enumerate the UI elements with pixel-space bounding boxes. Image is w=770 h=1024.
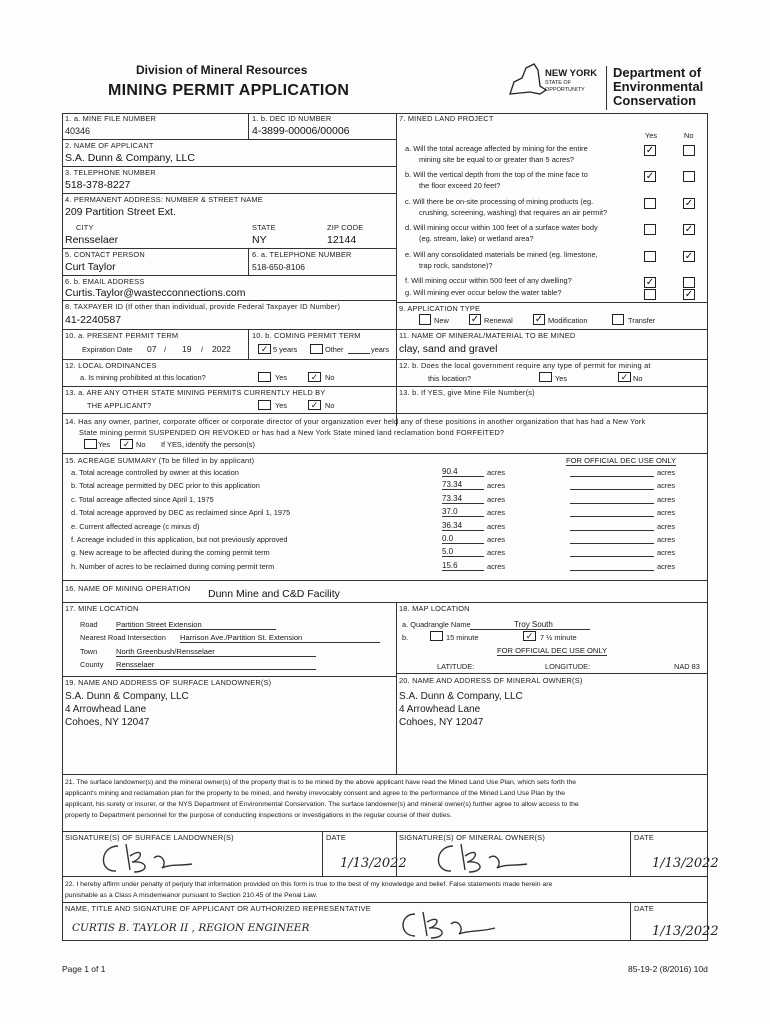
f6a-label: 6. a. TELEPHONE NUMBER bbox=[252, 250, 352, 259]
mineral-owner-name: S.A. Dunn & Company, LLC bbox=[399, 691, 523, 702]
acreage-row-5-value: 0.0 bbox=[442, 534, 484, 544]
f12b-no-checkbox[interactable]: ✓ bbox=[618, 372, 631, 382]
q14-yes-checkbox[interactable] bbox=[84, 439, 97, 449]
sig-date-label-2: DATE bbox=[634, 833, 654, 842]
acreage-row-7-unit: acres bbox=[487, 561, 506, 571]
app-transfer-checkbox[interactable] bbox=[612, 314, 624, 325]
telephone-number: 518-378-8227 bbox=[65, 179, 131, 191]
f1b-label: 1. b. DEC ID NUMBER bbox=[252, 114, 332, 123]
surface-owner-name: S.A. Dunn & Company, LLC bbox=[65, 691, 189, 702]
surface-sig-label: SIGNATURE(S) OF SURFACE LANDOWNER(S) bbox=[65, 833, 234, 842]
sig-date-1: 1/13/2022 bbox=[340, 856, 407, 871]
exp-month: 07 bbox=[147, 344, 157, 354]
mineral-owner-city: Cohoes, NY 12047 bbox=[399, 717, 484, 728]
applicant-name: S.A. Dunn & Company, LLC bbox=[65, 152, 195, 164]
q14-line3: If YES, identify the person(s) bbox=[161, 440, 255, 449]
acreage-row-4-label: e. Current affected acreage (c minus d) bbox=[71, 521, 200, 531]
q7-question-0-line1: a. Will the total acreage affected by mining for the entire bbox=[405, 144, 588, 153]
q7-question-2-line2: crushing, screening, washing) that requires an air permit? bbox=[419, 208, 608, 217]
town-label: Town bbox=[80, 647, 98, 656]
acreage-row-6-label: g. New acreage to be affected during the coming permit term bbox=[71, 548, 270, 558]
q7-question-3-line1: d. Will mining occur within 100 feet of a surface water body bbox=[405, 223, 598, 232]
intersection-value: Harrison Ave./Partition St. Extension bbox=[180, 633, 380, 643]
app-renewal-label: Renewal bbox=[484, 316, 513, 325]
latitude-label: LATITUDE: bbox=[437, 662, 475, 671]
app-new-label: New bbox=[434, 316, 449, 325]
acreage-row-6-value: 5.0 bbox=[442, 547, 484, 557]
official-acreage-field-4[interactable] bbox=[570, 530, 654, 531]
q7-1-yes-checkbox[interactable]: ✓ bbox=[645, 170, 655, 182]
f12a-question: a. Is mining prohibited at this location? bbox=[80, 373, 206, 382]
mineral-owner-street: 4 Arrowhead Lane bbox=[399, 704, 481, 715]
acreage-row-0-value: 90.4 bbox=[442, 467, 484, 477]
q7-0-yes-checkbox[interactable]: ✓ bbox=[645, 144, 655, 156]
acreage-row-4-unit: acres bbox=[487, 521, 506, 531]
no-header: No bbox=[684, 131, 694, 140]
county-label: County bbox=[80, 660, 104, 669]
f10b-label: 10. b. COMING PERMIT TERM bbox=[252, 331, 361, 340]
acreage-row-4-value: 36.34 bbox=[442, 521, 484, 531]
app-new-checkbox[interactable] bbox=[419, 314, 431, 325]
f13b-label: 13. b. If YES, give Mine File Number(s) bbox=[399, 388, 535, 397]
official-acreage-field-1[interactable] bbox=[570, 489, 654, 490]
nad-label: NAD 83 bbox=[674, 662, 700, 671]
q7-question-1-line2: the floor exceed 20 feet? bbox=[419, 181, 501, 190]
zip-value: 12144 bbox=[327, 234, 357, 246]
official-acreage-unit-7: acres bbox=[657, 561, 676, 571]
acreage-row-2-unit: acres bbox=[487, 494, 506, 504]
f8-label: 8. TAXPAYER ID (If other than individual, provide Federal Taxpayer ID Number) bbox=[65, 302, 341, 311]
official-acreage-field-5[interactable] bbox=[570, 543, 654, 544]
dept-line2: Environmental bbox=[613, 79, 704, 94]
acreage-row-2-label: c. Total acreage affected since April 1, 1975 bbox=[71, 494, 214, 504]
f12b-yes-label: Yes bbox=[555, 374, 568, 383]
sig-date-label-1: DATE bbox=[326, 833, 346, 842]
email-address: Curtis.Taylor@wastecconnections.com bbox=[65, 287, 246, 299]
county-value: Rensselaer bbox=[116, 660, 316, 670]
q15-official: FOR OFFICIAL DEC USE ONLY bbox=[566, 456, 677, 465]
q7-question-2-line1: c. Will there be on-site processing of mining products (eg. bbox=[405, 197, 594, 206]
q18-official: FOR OFFICIAL DEC USE ONLY bbox=[497, 646, 608, 655]
q7-question-0-line2: mining site be equal to or greater than 5 acres? bbox=[419, 155, 574, 164]
map-7.5min-checkbox[interactable]: ✓ bbox=[523, 631, 536, 641]
road-label: Road bbox=[80, 620, 98, 629]
f1a-label: 1. a. MINE FILE NUMBER bbox=[65, 114, 157, 123]
f4-label: 4. PERMANENT ADDRESS: NUMBER & STREET NAME bbox=[65, 195, 263, 204]
q7-6-yes-checkbox[interactable] bbox=[644, 289, 656, 300]
term-5yr-checkbox[interactable]: ✓ bbox=[258, 344, 271, 354]
acreage-row-1-unit: acres bbox=[487, 481, 506, 491]
division-name: Division of Mineral Resources bbox=[136, 63, 308, 77]
surface-owner-city: Cohoes, NY 12047 bbox=[65, 717, 150, 728]
q22-date-label: DATE bbox=[634, 904, 654, 913]
date-slash-2: / bbox=[201, 345, 204, 354]
q7-5-no-checkbox[interactable] bbox=[683, 277, 695, 288]
term-other-label: Other bbox=[325, 345, 344, 354]
q7-1-no-checkbox[interactable] bbox=[683, 171, 695, 182]
q14-no-checkbox[interactable]: ✓ bbox=[120, 439, 133, 449]
q7-question-4-line1: e. Will any consolidated materials be mined (eg. limestone, bbox=[405, 250, 598, 259]
q21-line3: applicant, his surety or insurer, or the NYS Department of Environmental Conservation. The surface landowner(s) and mineral owner(s) further agree to allow access to the bbox=[65, 801, 579, 808]
applicant-signature bbox=[395, 906, 505, 942]
longitude-label: LONGITUDE: bbox=[545, 662, 591, 671]
acreage-row-6-unit: acres bbox=[487, 548, 506, 558]
f12a-no-checkbox[interactable]: ✓ bbox=[308, 372, 321, 382]
mining-operation-name: Dunn Mine and C&D Facility bbox=[208, 588, 340, 600]
map-7.5min-label: 7 ½ minute bbox=[540, 633, 577, 642]
exp-year: 2022 bbox=[212, 344, 231, 354]
q14-yes-label: Yes bbox=[98, 440, 111, 449]
f6b-label: 6. b. EMAIL ADDRESS bbox=[65, 277, 145, 286]
official-acreage-field-0[interactable] bbox=[570, 476, 654, 477]
f13a-no-label: No bbox=[325, 401, 335, 410]
intersection-label: Nearest Road Intersection bbox=[80, 633, 166, 642]
official-acreage-unit-5: acres bbox=[657, 535, 676, 544]
quad-value: Troy South bbox=[470, 620, 590, 630]
dept-line1: Department of bbox=[613, 65, 702, 80]
q7-question-4-line2: trap rock, sandstone)? bbox=[419, 261, 493, 270]
f13a-question1: 13. a. ARE ANY OTHER STATE MINING PERMITS CURRENTLY HELD BY bbox=[65, 388, 326, 397]
acreage-row-5-label: f. Acreage included in this application, but not previously approved bbox=[71, 535, 288, 544]
f13a-no-checkbox[interactable]: ✓ bbox=[308, 400, 321, 410]
q7-4-yes-checkbox[interactable] bbox=[644, 251, 656, 262]
footer-form-number: 85-19-2 (8/2016) 10d bbox=[628, 964, 708, 974]
dept-line3: Conservation bbox=[613, 93, 697, 108]
state-value: NY bbox=[252, 234, 267, 246]
official-acreage-unit-1: acres bbox=[657, 481, 676, 491]
q15-title: 15. ACREAGE SUMMARY (To be filled in by applicant) bbox=[65, 456, 255, 465]
official-acreage-unit-6: acres bbox=[657, 548, 676, 558]
ny-logo-sub2: OPPORTUNITY bbox=[545, 87, 585, 93]
q21-line2: applicant's mining and reclamation plan for the property to be mined, and hereby irrevocably consent and agree to the performance of the Mined Land Use Plan by the bbox=[65, 790, 566, 797]
q7-4-no-checkbox[interactable]: ✓ bbox=[684, 250, 694, 262]
surface-owner-signature bbox=[90, 838, 200, 878]
acreage-row-0-unit: acres bbox=[487, 468, 506, 477]
app-modification-label: Modification bbox=[548, 316, 588, 325]
acreage-row-3-value: 37.0 bbox=[442, 507, 484, 517]
q7-2-yes-checkbox[interactable] bbox=[644, 198, 656, 209]
footer-page: Page 1 of 1 bbox=[62, 964, 106, 974]
q22-date: 1/13/2022 bbox=[652, 924, 719, 939]
q7-6-no-checkbox[interactable]: ✓ bbox=[684, 288, 694, 300]
mine-file-number: 40346 bbox=[65, 126, 91, 136]
date-slash-1: / bbox=[164, 345, 167, 354]
street-address: 209 Partition Street Ext. bbox=[65, 206, 176, 218]
f12a-no-label: No bbox=[325, 373, 335, 382]
f9-label: 9. APPLICATION TYPE bbox=[399, 304, 481, 313]
state-label: STATE bbox=[252, 223, 276, 232]
acreage-row-7-value: 15.6 bbox=[442, 561, 484, 571]
expiration-label: Expiration Date bbox=[82, 345, 133, 354]
q19-label: 19. NAME AND ADDRESS OF SURFACE LANDOWNER(S) bbox=[65, 678, 272, 687]
applicant-name-title: CURTIS B. TAYLOR II , REGION ENGINEER bbox=[72, 922, 310, 934]
f12b-question1: 12. b. Does the local government require any type of permit for mining at bbox=[399, 361, 651, 370]
acreage-row-7-label: h. Number of acres to be reclaimed during coming permit term bbox=[71, 561, 275, 571]
other-years-input[interactable] bbox=[348, 353, 370, 354]
q17-label: 17. MINE LOCATION bbox=[65, 604, 139, 613]
exp-day: 19 bbox=[182, 344, 192, 354]
f2-label: 2. NAME OF APPLICANT bbox=[65, 141, 154, 150]
logo-divider bbox=[606, 66, 607, 110]
q20-label: 20. NAME AND ADDRESS OF MINERAL OWNER(S) bbox=[399, 676, 583, 685]
map-15min-checkbox[interactable] bbox=[430, 631, 443, 641]
f12-label: 12. LOCAL ORDINANCES bbox=[65, 361, 157, 370]
q22-line1: 22. I hereby affirm under penalty of perjury that information provided on this form is true to the best of my knowledge and belief. False statements made herein are bbox=[65, 881, 553, 888]
yes-header: Yes bbox=[645, 131, 658, 140]
city-label: CITY bbox=[76, 223, 94, 232]
contact-person: Curt Taylor bbox=[65, 261, 116, 273]
map-15min-label: 15 minute bbox=[446, 633, 479, 642]
term-other-checkbox[interactable] bbox=[310, 344, 323, 354]
q7-2-no-checkbox[interactable]: ✓ bbox=[684, 197, 694, 209]
q7-3-no-checkbox[interactable]: ✓ bbox=[684, 223, 694, 235]
q7-0-no-checkbox[interactable] bbox=[683, 145, 695, 156]
mineral-sig-label: SIGNATURE(S) OF MINERAL OWNER(S) bbox=[399, 833, 546, 842]
q7-question-5-line1: f. Will mining occur within 500 feet of any dwelling? bbox=[405, 276, 572, 285]
app-renewal-checkbox[interactable]: ✓ bbox=[470, 313, 480, 325]
contact-phone: 518-650-8106 bbox=[252, 262, 305, 272]
form-title: MINING PERMIT APPLICATION bbox=[108, 82, 350, 99]
surface-owner-street: 4 Arrowhead Lane bbox=[65, 704, 147, 715]
sig-date-2: 1/13/2022 bbox=[652, 856, 719, 871]
f12b-no-label: No bbox=[633, 374, 643, 383]
q18-label: 18. MAP LOCATION bbox=[399, 604, 470, 613]
quad-label: a. Quadrangle Name bbox=[402, 620, 471, 629]
taxpayer-id: 41-2240587 bbox=[65, 314, 122, 326]
mineral-owner-signature bbox=[425, 838, 535, 878]
official-acreage-field-2[interactable] bbox=[570, 503, 654, 504]
official-acreage-field-6[interactable] bbox=[570, 556, 654, 557]
acreage-row-5-unit: acres bbox=[487, 535, 506, 544]
acreage-row-2-value: 73.34 bbox=[442, 494, 484, 504]
app-modification-checkbox[interactable]: ✓ bbox=[534, 313, 544, 325]
dec-id-number: 4-3899-00006/00006 bbox=[252, 125, 350, 137]
years-label: years bbox=[371, 345, 390, 354]
q14-line1: 14. Has any owner, partner, corporate officer or corporate director of your organization ever held any of these positions in another organization that has had a New York bbox=[65, 417, 646, 426]
official-acreage-unit-3: acres bbox=[657, 508, 676, 518]
ny-logo-sub1: STATE OF bbox=[545, 80, 572, 86]
f12a-yes-label: Yes bbox=[275, 373, 288, 382]
q22-line2: punishable as a Class A misdemeanor pursuant to Section 210.45 of the Penal Law. bbox=[65, 892, 318, 899]
official-acreage-field-7[interactable] bbox=[570, 570, 654, 571]
acreage-row-3-label: d. Total acreage approved by DEC as reclaimed since April 1, 1975 bbox=[71, 508, 291, 518]
f12a-yes-checkbox[interactable] bbox=[258, 372, 271, 382]
acreage-row-3-unit: acres bbox=[487, 508, 506, 518]
town-value: North Greenbush/Rensselaer bbox=[116, 647, 316, 657]
map-b-label: b. bbox=[402, 633, 409, 642]
official-acreage-unit-0: acres bbox=[657, 468, 676, 477]
q14-no-label: No bbox=[136, 440, 146, 449]
ny-logo-main: NEW YORK bbox=[545, 68, 598, 79]
official-acreage-unit-2: acres bbox=[657, 494, 676, 504]
f5-label: 5. CONTACT PERSON bbox=[65, 250, 145, 259]
q7-5-yes-checkbox[interactable]: ✓ bbox=[645, 276, 655, 288]
f12b-yes-checkbox[interactable] bbox=[539, 372, 552, 382]
app-transfer-label: Transfer bbox=[628, 316, 656, 325]
acreage-row-1-label: b. Total acreage permitted by DEC prior to this application bbox=[71, 481, 260, 491]
acreage-row-1-value: 73.34 bbox=[442, 480, 484, 490]
f13a-yes-label: Yes bbox=[275, 401, 288, 410]
q7-question-3-line2: (eg. stream, lake) or wetland area? bbox=[419, 234, 534, 243]
ny-state-map-icon bbox=[500, 60, 550, 102]
mineral-material: clay, sand and gravel bbox=[399, 343, 498, 355]
q21-line1: 21. The surface landowner(s) and the mineral owner(s) of the property that is to be mined by the above applicant have read the Mined Land Use Plan, which sets forth the bbox=[65, 779, 577, 786]
city-value: Rensselaer bbox=[65, 234, 119, 246]
q7-question-6-line1: g. Will mining ever occur below the water table? bbox=[405, 288, 562, 297]
q16-label: 16. NAME OF MINING OPERATION bbox=[65, 584, 191, 593]
road-value: Partition Street Extension bbox=[116, 620, 276, 630]
f11-label: 11. NAME OF MINERAL/MATERIAL TO BE MINED bbox=[399, 331, 576, 340]
q7-3-yes-checkbox[interactable] bbox=[644, 224, 656, 235]
q7-question-1-line1: b. Will the vertical depth from the top of the mine face to bbox=[405, 170, 588, 179]
f12b-question2: this location? bbox=[428, 374, 472, 383]
f7-label: 7. MINED LAND PROJECT bbox=[399, 114, 494, 123]
official-acreage-field-3[interactable] bbox=[570, 516, 654, 517]
official-acreage-unit-4: acres bbox=[657, 521, 676, 531]
q22-name-label: NAME, TITLE AND SIGNATURE OF APPLICANT OR AUTHORIZED REPRESENTATIVE bbox=[65, 904, 371, 913]
f13a-yes-checkbox[interactable] bbox=[258, 400, 271, 410]
q14-line2: State mining permit SUSPENDED OR REVOKED or has had a New York State mined land reclamation bond FORFEITED? bbox=[79, 428, 505, 437]
zip-label: ZIP CODE bbox=[327, 223, 364, 232]
acreage-row-0-label: a. Total acreage controlled by owner at this location bbox=[71, 468, 239, 477]
term-5yr-label: 5 years bbox=[273, 345, 298, 354]
f13a-question2: THE APPLICANT? bbox=[87, 401, 152, 410]
f10a-label: 10. a. PRESENT PERMIT TERM bbox=[65, 331, 179, 340]
q21-line4: property to Department personnel for the purpose of conducting inspections or investigations in the regular course of their duties. bbox=[65, 812, 452, 819]
column-divider bbox=[396, 113, 397, 426]
f3-label: 3. TELEPHONE NUMBER bbox=[65, 168, 156, 177]
